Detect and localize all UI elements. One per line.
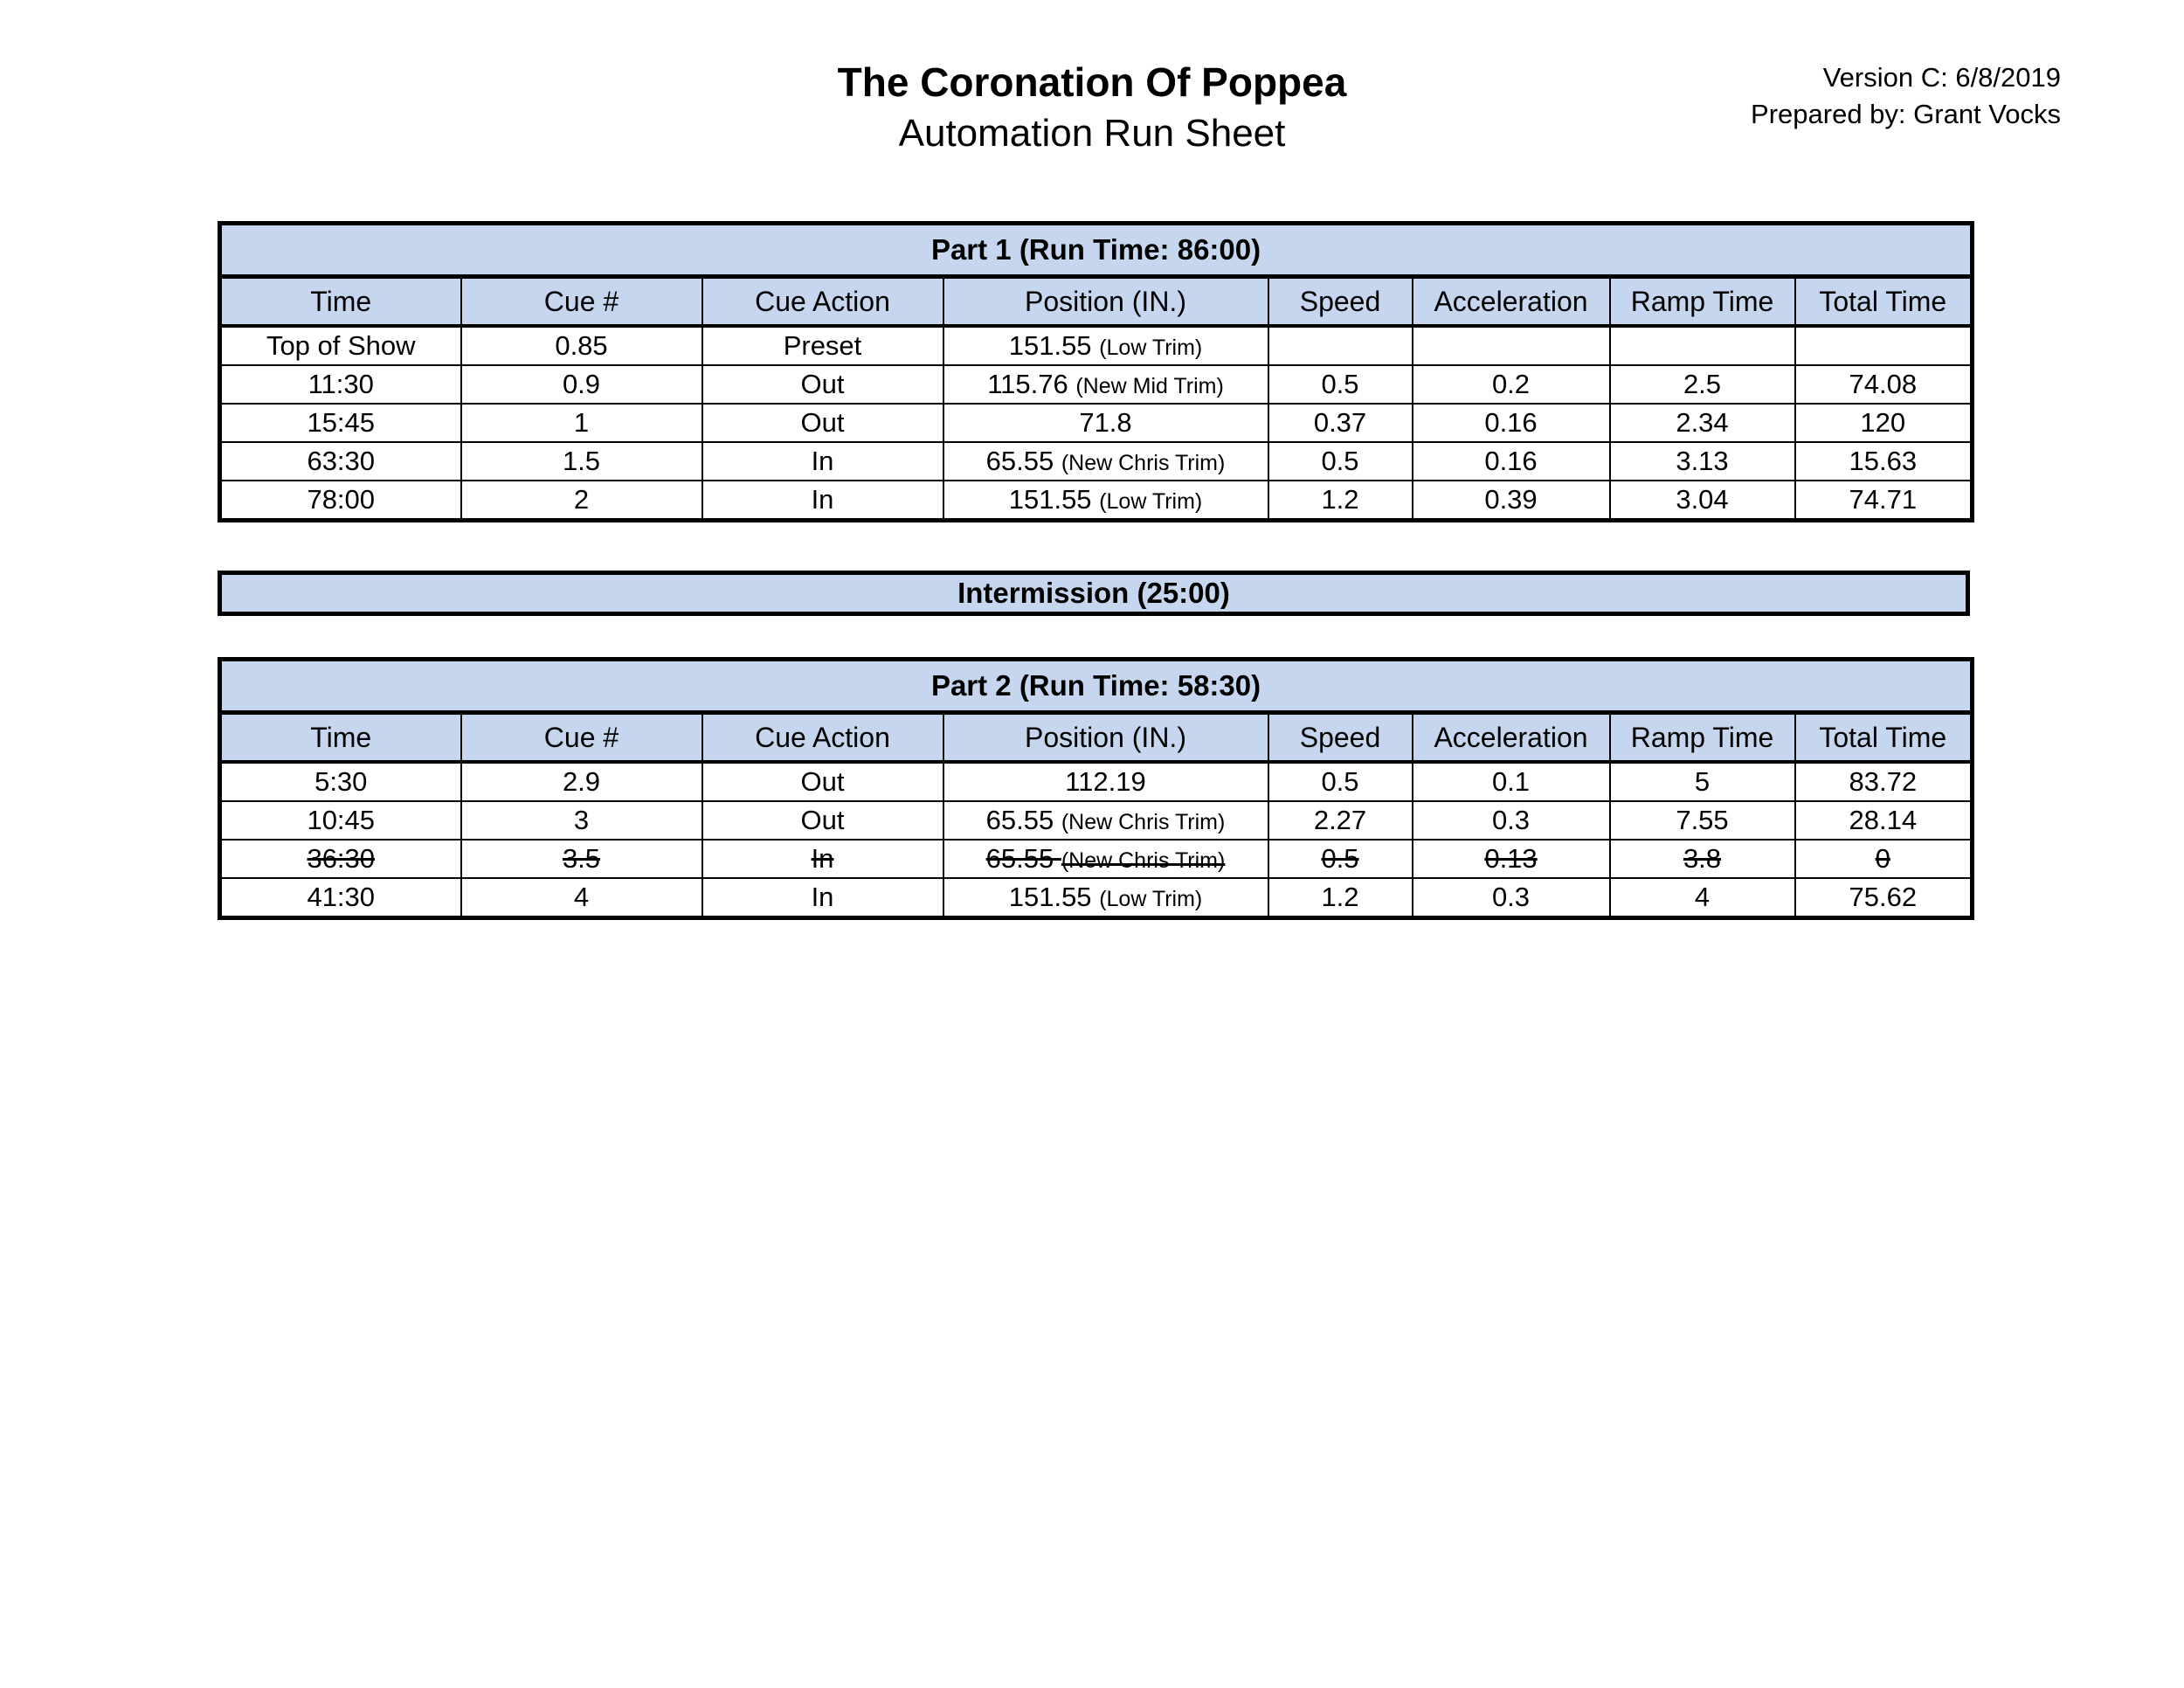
action-cell: Out: [702, 365, 943, 404]
time-cell: 10:45: [220, 801, 461, 840]
cue-cell: 4: [461, 878, 702, 918]
acceleration-cell: 0.3: [1413, 878, 1610, 918]
table-row: [220, 326, 1973, 365]
position-note: (New Chris Trim): [1061, 451, 1226, 475]
acceleration-cell: 0.13: [1413, 840, 1610, 878]
column-header: Time: [220, 277, 461, 327]
table-row: [220, 442, 1973, 481]
column-header: Cue #: [461, 713, 702, 763]
speed-cell: 0.5: [1268, 442, 1413, 481]
part2-title: Part 2 (Run Time: 58:30): [220, 660, 1973, 713]
cue-cell: 2: [461, 481, 702, 521]
position-note: (New Chris Trim): [1061, 810, 1226, 834]
part2-header-row: [220, 713, 1973, 763]
table-row: [220, 365, 1973, 404]
position-value: 112.19: [1065, 766, 1146, 797]
action-cell: Out: [702, 762, 943, 801]
position-note: (Low Trim): [1099, 489, 1203, 514]
time-cell: 15:45: [220, 404, 461, 442]
acceleration-cell: 0.3: [1413, 801, 1610, 840]
total-time-cell: 83.72: [1795, 762, 1973, 801]
speed-cell: 0.5: [1268, 840, 1413, 878]
time-cell: 78:00: [220, 481, 461, 521]
position-cell: [943, 326, 1268, 365]
cue-cell: 3.5: [461, 840, 702, 878]
ramp-time-cell: 2.5: [1610, 365, 1795, 404]
acceleration-cell: [1413, 326, 1610, 365]
ramp-time-cell: 3.8: [1610, 840, 1795, 878]
action-cell: In: [702, 481, 943, 521]
position-note: (New Mid Trim): [1075, 374, 1224, 398]
position-value: 65.55: [985, 805, 1054, 835]
table-row: [220, 481, 1973, 521]
position-value: 151.55: [1008, 484, 1092, 515]
speed-cell: 1.2: [1268, 481, 1413, 521]
struck-row: [220, 840, 1973, 878]
column-header: Acceleration: [1413, 713, 1610, 763]
column-header: Ramp Time: [1610, 277, 1795, 327]
cue-cell: 3: [461, 801, 702, 840]
column-header: Total Time: [1795, 713, 1973, 763]
acceleration-cell: 0.16: [1413, 442, 1610, 481]
position-cell: [943, 481, 1268, 521]
acceleration-cell: 0.1: [1413, 762, 1610, 801]
cue-cell: 2.9: [461, 762, 702, 801]
cue-cell: 0.9: [461, 365, 702, 404]
position-value: 151.55: [1008, 330, 1092, 361]
column-header: Ramp Time: [1610, 713, 1795, 763]
column-header: Cue Action: [702, 277, 943, 327]
action-cell: In: [702, 442, 943, 481]
action-cell: Preset: [702, 326, 943, 365]
total-time-cell: 75.62: [1795, 878, 1973, 918]
document-subtitle: Automation Run Sheet: [898, 112, 1286, 155]
speed-cell: 0.5: [1268, 762, 1413, 801]
position-value: 115.76: [987, 369, 1068, 399]
ramp-time-cell: [1610, 326, 1795, 365]
part1-table: [218, 221, 1974, 522]
position-value: 71.8: [1079, 407, 1132, 438]
position-cell: [943, 878, 1268, 918]
total-time-cell: [1795, 326, 1973, 365]
time-cell: Top of Show: [220, 326, 461, 365]
column-header: Position (IN.): [943, 713, 1268, 763]
acceleration-cell: 0.39: [1413, 481, 1610, 521]
table-row: [220, 878, 1973, 918]
column-header: Time: [220, 713, 461, 763]
cue-cell: 1: [461, 404, 702, 442]
table-row: [220, 801, 1973, 840]
position-cell: [943, 801, 1268, 840]
speed-cell: 1.2: [1268, 878, 1413, 918]
action-cell: In: [702, 878, 943, 918]
speed-cell: [1268, 326, 1413, 365]
column-header: Speed: [1268, 713, 1413, 763]
version-label: Version C: 6/8/2019: [1822, 62, 2061, 93]
total-time-cell: 28.14: [1795, 801, 1973, 840]
time-cell: 36:30: [220, 840, 461, 878]
position-note: (New Chris Trim): [1061, 848, 1226, 873]
column-header: Position (IN.): [943, 277, 1268, 327]
ramp-time-cell: 3.13: [1610, 442, 1795, 481]
position-value: 65.55: [985, 446, 1054, 476]
total-time-cell: 74.08: [1795, 365, 1973, 404]
part2-table: [218, 657, 1974, 920]
document-title: The Coronation Of Poppea: [837, 59, 1347, 105]
ramp-time-cell: 3.04: [1610, 481, 1795, 521]
table-row: [220, 404, 1973, 442]
cue-cell: 1.5: [461, 442, 702, 481]
ramp-time-cell: 4: [1610, 878, 1795, 918]
total-time-cell: 15.63: [1795, 442, 1973, 481]
action-cell: In: [702, 840, 943, 878]
position-cell: [943, 365, 1268, 404]
column-header: Total Time: [1795, 277, 1973, 327]
time-cell: 11:30: [220, 365, 461, 404]
ramp-time-cell: 2.34: [1610, 404, 1795, 442]
cue-cell: 0.85: [461, 326, 702, 365]
document-meta: [1751, 59, 2061, 133]
column-header: Speed: [1268, 277, 1413, 327]
prepared-by-label: Prepared by: Grant Vocks: [1751, 99, 2061, 129]
acceleration-cell: 0.16: [1413, 404, 1610, 442]
position-value: 151.55: [1008, 882, 1092, 912]
action-cell: Out: [702, 801, 943, 840]
position-cell: [943, 442, 1268, 481]
ramp-time-cell: 5: [1610, 762, 1795, 801]
part1-header-row: [220, 277, 1973, 327]
position-value: 65.55: [985, 843, 1054, 874]
total-time-cell: 120: [1795, 404, 1973, 442]
column-header: Cue #: [461, 277, 702, 327]
position-note: (Low Trim): [1099, 336, 1203, 360]
time-cell: 5:30: [220, 762, 461, 801]
action-cell: Out: [702, 404, 943, 442]
column-header: Cue Action: [702, 713, 943, 763]
intermission-banner: Intermission (25:00): [218, 571, 1970, 616]
total-time-cell: 74.71: [1795, 481, 1973, 521]
time-cell: 63:30: [220, 442, 461, 481]
column-header: Acceleration: [1413, 277, 1610, 327]
position-cell: [943, 404, 1268, 442]
total-time-cell: 0: [1795, 840, 1973, 878]
acceleration-cell: 0.2: [1413, 365, 1610, 404]
position-note: (Low Trim): [1099, 887, 1203, 911]
ramp-time-cell: 7.55: [1610, 801, 1795, 840]
time-cell: 41:30: [220, 878, 461, 918]
part1-title: Part 1 (Run Time: 86:00): [220, 224, 1973, 277]
speed-cell: 0.37: [1268, 404, 1413, 442]
table-row: [220, 762, 1973, 801]
speed-cell: 2.27: [1268, 801, 1413, 840]
speed-cell: 0.5: [1268, 365, 1413, 404]
position-cell: [943, 840, 1268, 878]
position-cell: [943, 762, 1268, 801]
